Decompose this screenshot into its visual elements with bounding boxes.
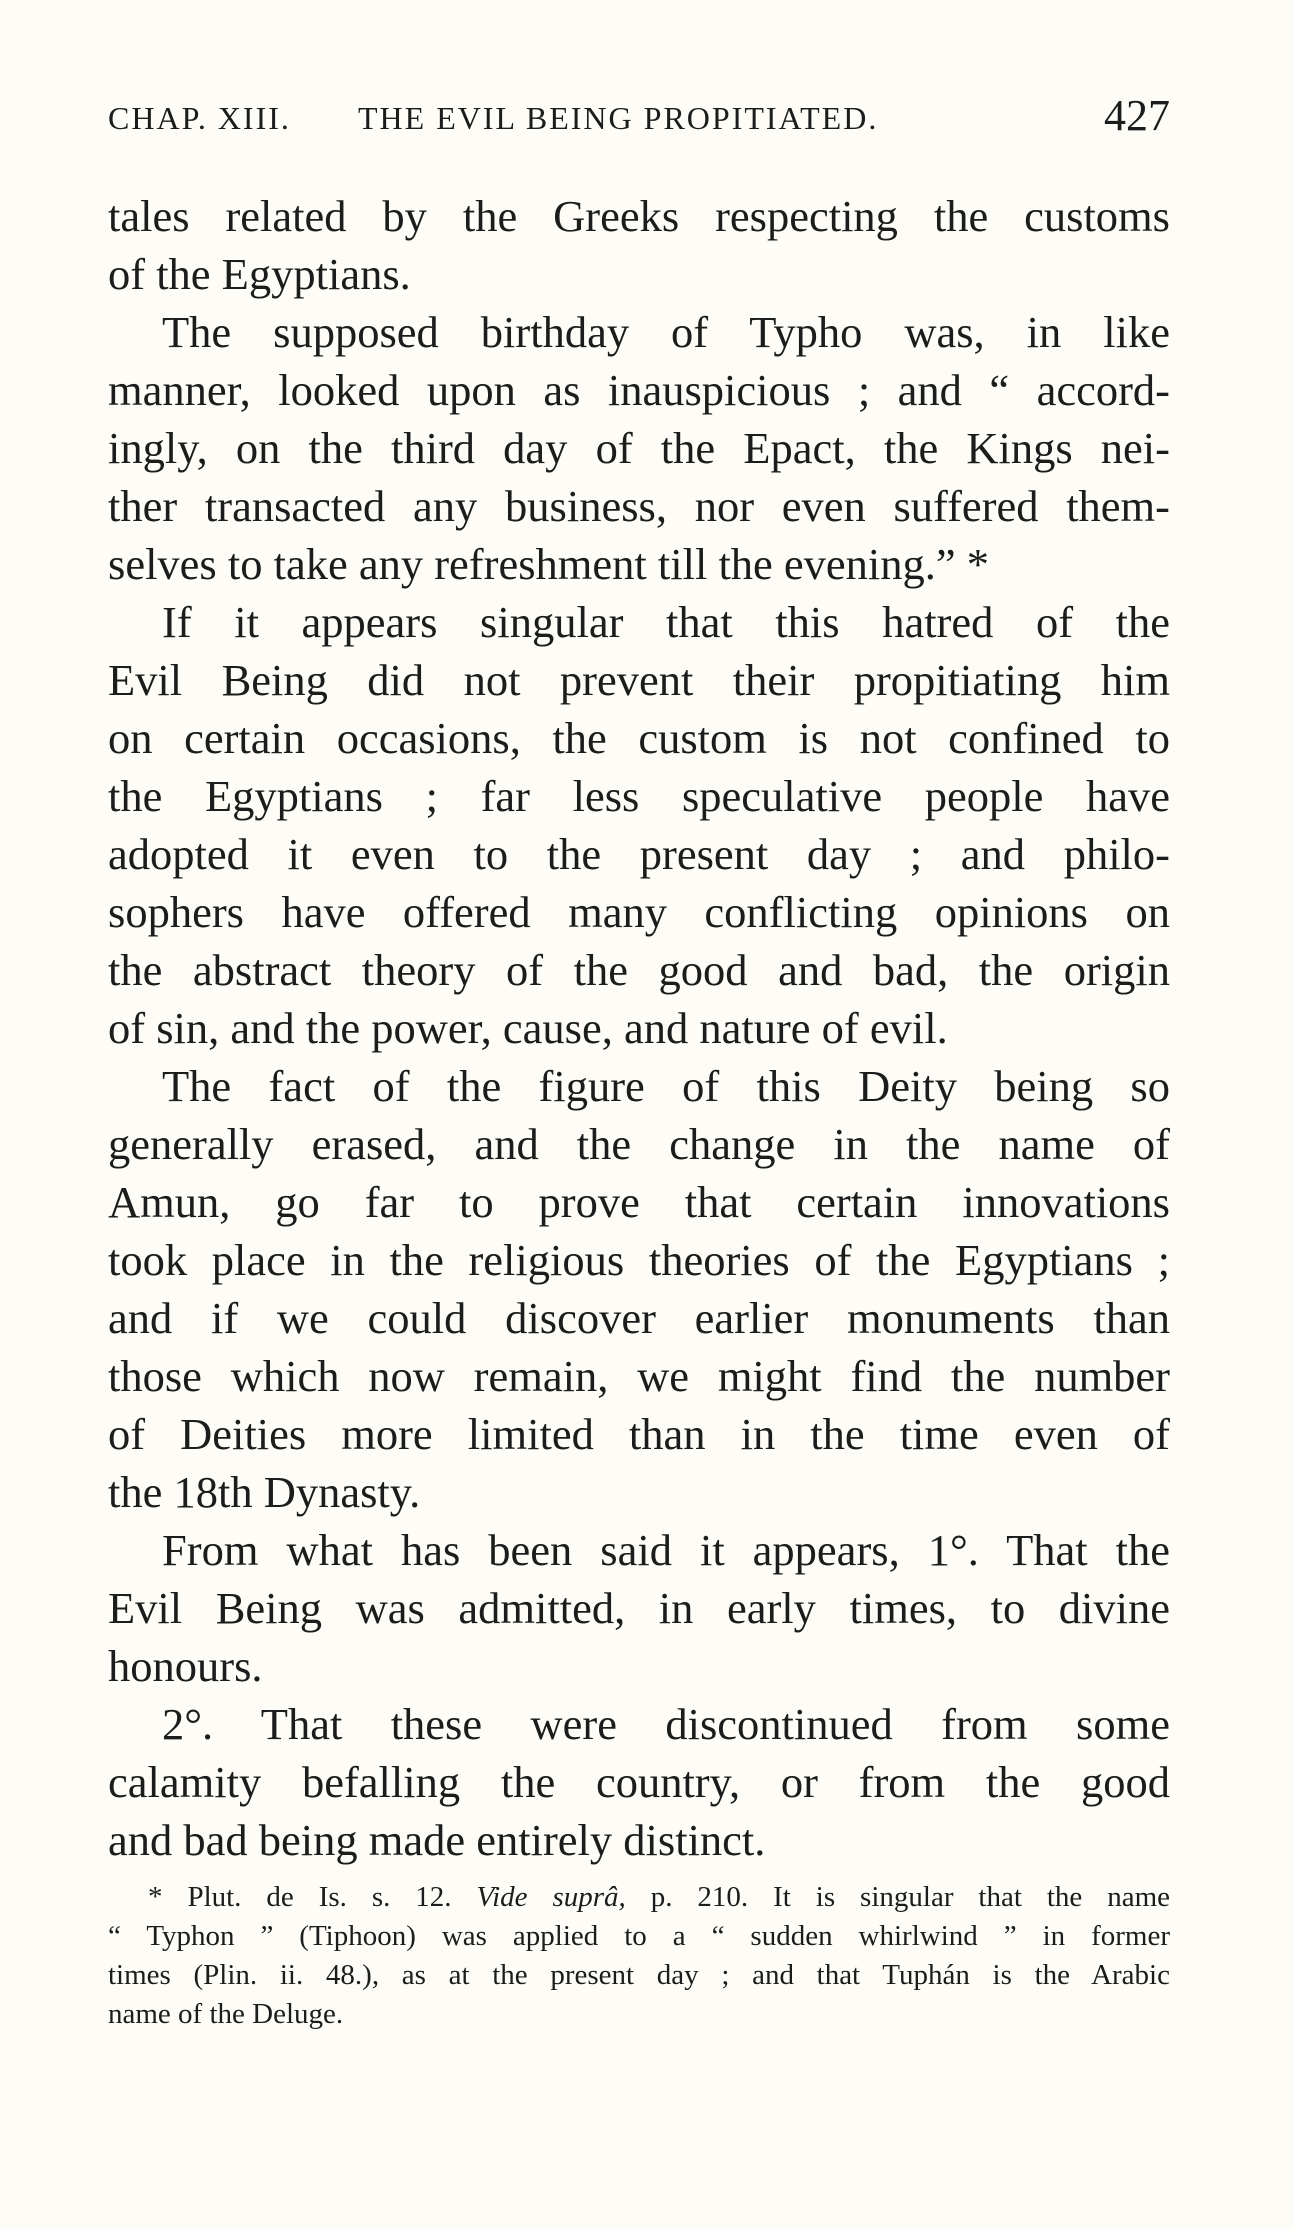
running-head-title: THE EVIL BEING PROPITIATED. — [358, 100, 879, 136]
footnote-line — [148, 1878, 1170, 1916]
text-line: tales related by the Greeks respecting the customs — [108, 191, 1170, 241]
text-line: took place in the religious theories of the Egyptians ; — [108, 1235, 1170, 1285]
footnote-text: p. 210. It is singular that the name — [650, 1881, 1171, 1913]
text-line: 2°. That these were discontinued from some — [162, 1699, 1170, 1749]
text-line: From what has been said it appears, 1°. That the — [162, 1525, 1170, 1575]
text-line: Amun, go far to prove that certain innovations — [108, 1177, 1170, 1227]
text-line: of the Egyptians. — [108, 249, 411, 299]
text-line: the Egyptians ; far less speculative people have — [108, 771, 1170, 821]
text-line: ther transacted any business, nor even suffered them- — [108, 481, 1170, 531]
text-line: and if we could discover earlier monuments than — [108, 1293, 1170, 1343]
text-line: of Deities more limited than in the time even of — [108, 1409, 1170, 1459]
footnote-line: name of the Deluge. — [108, 1998, 344, 2030]
footnote-line: “ Typhon ” (Tiphoon) was applied to a “ sudden whirlwind ” in former — [108, 1920, 1170, 1952]
text-line: on certain occasions, the custom is not confined to — [108, 713, 1170, 763]
text-line: If it appears singular that this hatred of the — [162, 597, 1170, 647]
text-line: The supposed birthday of Typho was, in like — [162, 307, 1170, 357]
text-line: the 18th Dynasty. — [108, 1467, 421, 1517]
text-line: selves to take any refreshment till the evening.” * — [108, 539, 990, 589]
text-line: honours. — [108, 1641, 263, 1691]
text-line: The fact of the figure of this Deity being so — [162, 1061, 1170, 1111]
text-line: the abstract theory of the good and bad, the origin — [108, 945, 1170, 995]
running-head — [108, 90, 1170, 150]
running-head-chapter: CHAP. XIII. — [108, 100, 291, 136]
text-line: ingly, on the third day of the Epact, the Kings nei- — [108, 423, 1170, 473]
footnote-line: times (Plin. ii. 48.), as at the present day ; and that Tuphán is the Arabic — [108, 1959, 1170, 1991]
text-line: manner, looked upon as inauspicious ; and “ accord- — [108, 365, 1170, 415]
text-line: generally erased, and the change in the name of — [108, 1119, 1170, 1169]
text-line: calamity befalling the country, or from the good — [108, 1757, 1170, 1807]
text-line: Evil Being did not prevent their propitiating him — [108, 655, 1170, 705]
text-line: Evil Being was admitted, in early times, to divine — [108, 1583, 1170, 1633]
text-line: adopted it even to the present day ; and philo- — [108, 829, 1170, 879]
text-line: those which now remain, we might find the number — [108, 1351, 1170, 1401]
text-line: sophers have offered many conflicting opinions on — [108, 887, 1170, 937]
footnote-citation: * Plut. de Is. s. 12. — [148, 1881, 452, 1913]
page-number: 427 — [1104, 91, 1170, 140]
footnote-italic: Vide suprâ, — [476, 1881, 626, 1913]
text-line: and bad being made entirely distinct. — [108, 1815, 766, 1865]
text-line: of sin, and the power, cause, and nature of evil. — [108, 1003, 948, 1053]
